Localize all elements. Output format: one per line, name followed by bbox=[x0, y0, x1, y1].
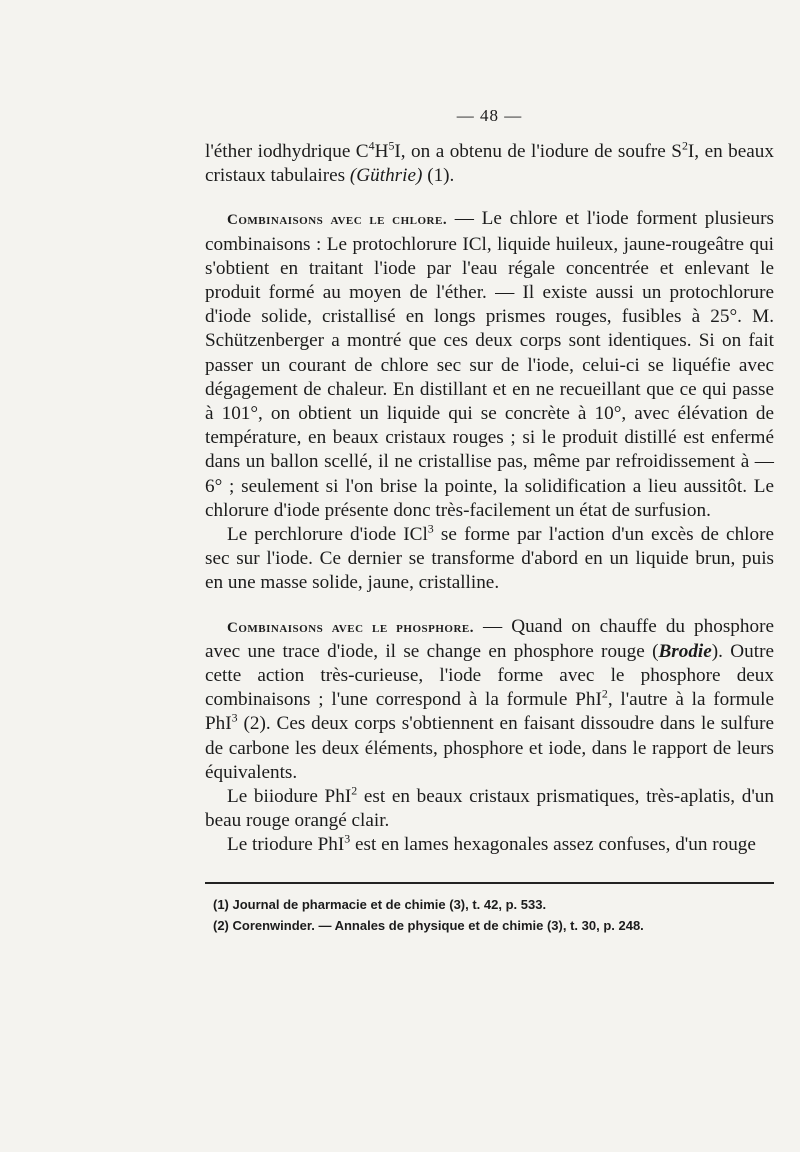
section-heading-chlore: Combinaisons avec le chlore. bbox=[227, 212, 448, 229]
body-text bbox=[205, 140, 774, 858]
author-citation: Brodie bbox=[658, 640, 712, 662]
author-citation: (Güthrie) bbox=[349, 165, 423, 187]
page-number: — 48 — bbox=[456, 106, 523, 125]
footnote-1: (1) Journal de pharmacie et de chimie (3), t. 42, p. 533. bbox=[213, 896, 547, 912]
footnote-divider bbox=[205, 882, 774, 884]
paragraph-triodure: Le triodure PhI$^3$ est en lames hexagonales assez confuses, d'un rouge bbox=[227, 832, 756, 856]
section-heading-phosphore: Combinaisons avec le phosphore. bbox=[227, 619, 474, 636]
paragraph-biiodure: Le biiodure PhI$^2$ est en beaux cristaux prismatiques, très-aplatis, d'un beau rouge orangé clair. bbox=[205, 783, 774, 832]
footnote-2: (2) Corenwinder. — Annales de physique et de chimie (3), t. 30, p. 248. bbox=[213, 917, 644, 933]
paragraph-1: l'éther iodhydrique $C^4H^5I$, on a obtenu de l'iodure de soufre $S^2I$, en beaux cristaux tabulaires (Güthrie) (1). bbox=[205, 138, 774, 187]
paragraph-phosphore: Combinaisons avec le phosphore. — Quand on chauffe du phosphore avec une trace d'iode, il se change en phosphore rouge (Brodie). Outre cette action très-curieuse, l'iode forme avec le phosphore deux combinaisons ; l'une correspond à la formule PhI$^2$, l'autre à la formule PhI$^3$ (2). Ces deux corps s'obtiennent en faisant dissoudre dans le sulfure de carbone les deux éléments, phosphore et iode, dans le rapport de leurs équivalents. bbox=[205, 615, 774, 783]
paragraph-perchlorure: Le perchlorure d'iode ICl$^3$ se forme par l'action d'un excès de chlore sec sur l'iode. Ce dernier se transforme d'abord en un liquide brun, puis en une masse solide, jaune, cristalline. bbox=[205, 521, 775, 594]
footnotes bbox=[205, 894, 774, 936]
paragraph-chlore: Combinaisons avec le chlore. — Le chlore et l'iode forment plusieurs combinaisons : Le protochlorure ICl, liquide huileux, jaune-rougeâtre qui s'obtient en traitant l'iode par l'eau régale concentrée et enlevant le produit formé au moyen de l'éther. — Il existe aussi un protochlorure d'iode solide, cristallisé en longs prismes rouges, fusibles à 25°. M. Schützenberger a montré que ces deux corps sont identiques. Si on fait passer un courant de chlore sec sur de l'iode, celui-ci se liquéfie avec dégagement de chaleur. En distillant et en ne recueillant que ce qui passe à 101°, on obtient un liquide qui se concrète à 10°, avec élévation de température, en beaux cristaux rouges ; si le produit distillé est enfermé dans un ballon scellé, il ne cristallise pas, même par refroidissement à — 6° ; seulement si l'on brise la pointe, la solidification a lieu aussitôt. Le chlorure d'iode présente donc très-facilement un état de surfusion. bbox=[205, 208, 775, 521]
